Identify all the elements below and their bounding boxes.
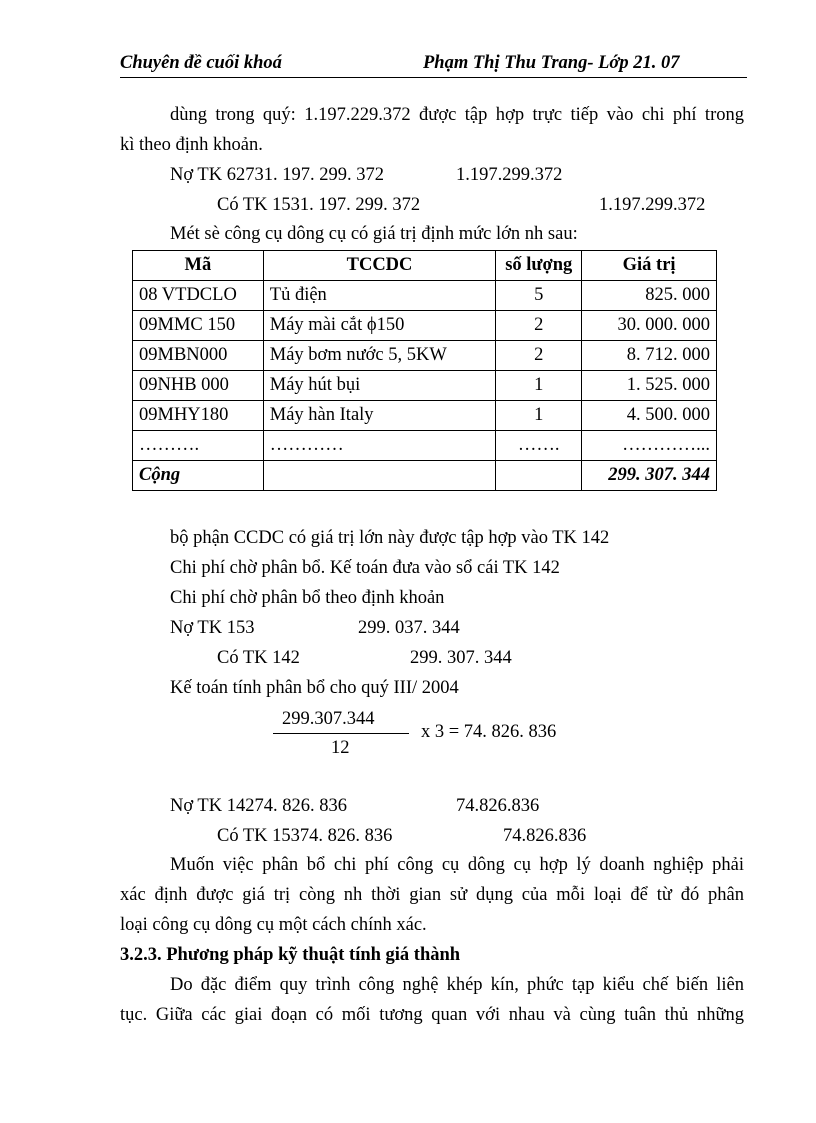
table-header-row — [133, 251, 717, 281]
table-total-row — [133, 461, 717, 491]
paragraph-1-line-1: dùng trong quý: 1.197.229.372 được tập hợp trực tiếp vào chi phí trong — [170, 105, 744, 125]
paragraph-2-line-3: loại công cụ dông cụ một cách chính xác. — [120, 915, 427, 935]
body-line-2: Chi phí chờ phân bổ. Kế toán đưa vào sổ cái TK 142 — [170, 558, 560, 578]
cell-code: 09MHY180 — [133, 401, 264, 431]
entry-1-debit-value: 1.197.299.372 — [456, 165, 563, 185]
paragraph-1-line-2: kì theo định khoản. — [120, 135, 263, 155]
cell-code: 09NHB 000 — [133, 371, 264, 401]
cell-quantity: 2 — [496, 341, 582, 371]
body-line-3: Chi phí chờ phân bổ theo định khoản — [170, 588, 445, 608]
table-row-ellipsis — [133, 431, 717, 461]
cell-quantity: 2 — [496, 311, 582, 341]
paragraph-2-line-2: xác định được giá trị còng nh thời gian sử dụng của mỗi loại để từ đó phân — [120, 885, 744, 905]
entry-3-credit-value: 74.826.836 — [503, 826, 587, 846]
col-header-code: Mã — [133, 251, 264, 281]
cell-quantity: 5 — [496, 281, 582, 311]
col-header-quantity: số lượng — [496, 251, 582, 281]
entry-3-debit-label: Nợ TK 14274. 826. 836 — [170, 796, 347, 816]
page-header — [120, 53, 747, 78]
entry-2-credit-label: Có TK 142 — [217, 648, 300, 668]
cell-name: Máy hàn Italy — [263, 401, 496, 431]
body-line-1: bộ phận CCDC có giá trị lớn này được tập hợp vào TK 142 — [170, 528, 610, 548]
paragraph-3-line-1: Do đặc điểm quy trình công nghệ khép kín, phức tạp kiểu chế biến liên — [170, 975, 744, 995]
cell-name: Máy bơm nước 5, 5KW — [263, 341, 496, 371]
entry-1-credit-label: Có TK 1531. 197. 299. 372 — [217, 195, 421, 215]
body-line-4: Kế toán tính phân bổ cho quý III/ 2004 — [170, 678, 459, 698]
table-row — [133, 401, 717, 431]
total-empty-cell — [496, 461, 582, 491]
total-label: Cộng — [133, 461, 264, 491]
paragraph-3-line-2: tục. Giữa các giai đoạn có mối tương quan với nhau và cùng tuân thủ những — [120, 1005, 744, 1025]
cell-quantity: 1 — [496, 401, 582, 431]
cell-code: 09MBN000 — [133, 341, 264, 371]
table-row — [133, 281, 717, 311]
cell-value: 825. 000 — [582, 281, 717, 311]
entry-2-debit-label: Nợ TK 153 — [170, 618, 255, 638]
fraction-result: x 3 = 74. 826. 836 — [421, 722, 557, 742]
cell-name: Tủ điện — [263, 281, 496, 311]
entry-1-debit-label: Nợ TK 62731. 197. 299. 372 — [170, 165, 384, 185]
table-intro: Mét sè công cụ dông cụ có giá trị định mức lớn nh sau: — [170, 224, 578, 244]
entry-3-debit-value: 74.826.836 — [456, 796, 540, 816]
table-row — [133, 311, 717, 341]
cell-quantity: 1 — [496, 371, 582, 401]
col-header-value: Giá trị — [582, 251, 717, 281]
fraction-bar — [273, 733, 409, 734]
paragraph-2-line-1: Muốn việc phân bổ chi phí công cụ dông cụ hợp lý doanh nghiệp phải — [170, 855, 744, 875]
cell-value: 30. 000. 000 — [582, 311, 717, 341]
cell-value: 1. 525. 000 — [582, 371, 717, 401]
total-empty-cell — [263, 461, 496, 491]
cell-value: …………... — [582, 431, 717, 461]
total-value: 299. 307. 344 — [582, 461, 717, 491]
col-header-name: TCCDC — [263, 251, 496, 281]
fraction-denominator: 12 — [331, 738, 350, 758]
tool-value-table — [132, 250, 717, 491]
fraction-numerator: 299.307.344 — [282, 709, 375, 729]
header-left-title: Chuyên đề cuối khoá — [120, 53, 282, 73]
cell-name: Máy hút bụi — [263, 371, 496, 401]
header-right-author: Phạm Thị Thu Trang- Lớp 21. 07 — [423, 53, 680, 73]
entry-2-credit-value: 299. 307. 344 — [410, 648, 512, 668]
cell-code: 09MMC 150 — [133, 311, 264, 341]
cell-code: 08 VTDCLO — [133, 281, 264, 311]
entry-1-credit-value: 1.197.299.372 — [599, 195, 706, 215]
cell-name: ………… — [263, 431, 496, 461]
cell-name: Máy mài cắt ϕ150 — [263, 311, 496, 341]
entry-2-debit-value: 299. 037. 344 — [358, 618, 460, 638]
entry-3-credit-label: Có TK 15374. 826. 836 — [217, 826, 393, 846]
section-heading: 3.2.3. Phương pháp kỹ thuật tính giá thành — [120, 945, 461, 965]
cell-value: 8. 712. 000 — [582, 341, 717, 371]
table-row — [133, 371, 717, 401]
cell-value: 4. 500. 000 — [582, 401, 717, 431]
cell-code: ………. — [133, 431, 264, 461]
cell-quantity: ……. — [496, 431, 582, 461]
table-row — [133, 341, 717, 371]
